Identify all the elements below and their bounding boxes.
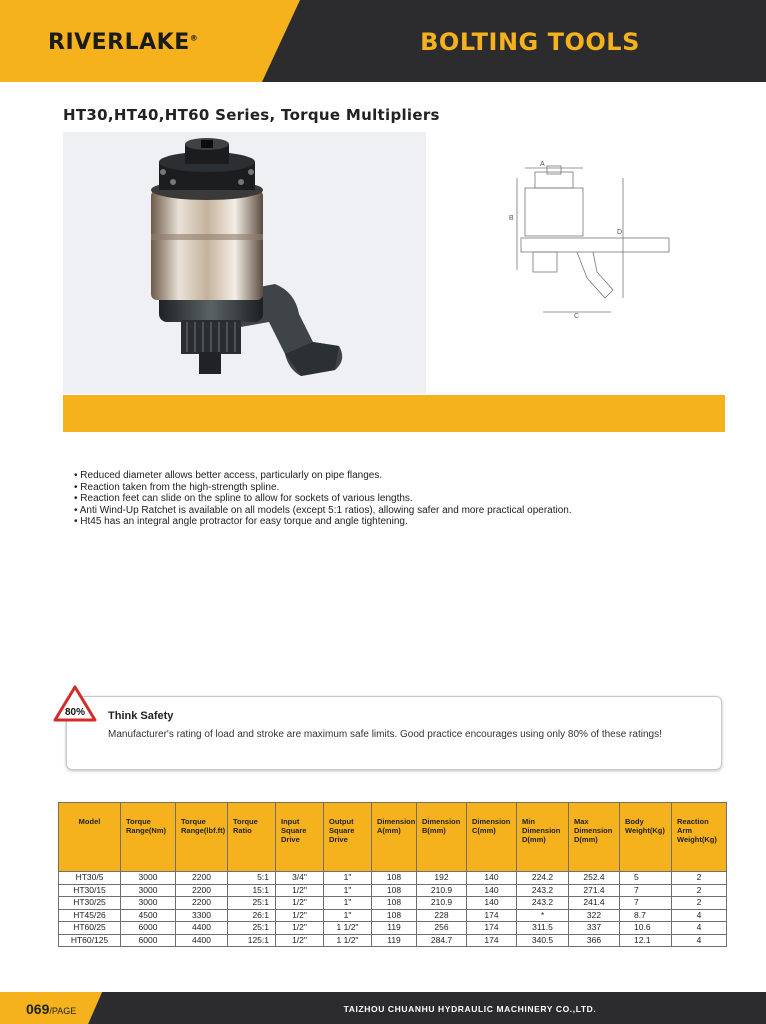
table-cell: 271.4 [569, 884, 620, 897]
torque-multiplier-image [63, 132, 426, 394]
table-row [59, 922, 727, 935]
table-cell: 108 [372, 909, 417, 922]
table-cell: 1" [324, 884, 372, 897]
company-name: TAIZHOU CHUANHU HYDRAULIC MACHINERY CO.,LTD. [343, 1004, 597, 1014]
table-cell: 2 [672, 884, 727, 897]
table-row [59, 897, 727, 910]
table-cell: 4 [672, 922, 727, 935]
dim-label-b: B [509, 215, 514, 222]
table-cell: 25:1 [228, 897, 276, 910]
table-cell: HT30/5 [59, 872, 121, 885]
table-cell: 2 [672, 872, 727, 885]
table-cell: 26:1 [228, 909, 276, 922]
column-header: Dimension A(mm) [372, 803, 417, 872]
table-cell: 241.4 [569, 897, 620, 910]
table-cell: 228 [417, 909, 467, 922]
table-cell: 174 [467, 922, 517, 935]
table-cell: 210.9 [417, 884, 467, 897]
table-cell: 322 [569, 909, 620, 922]
table-cell: 174 [467, 934, 517, 947]
column-header: Torque Range(lbf.ft) [176, 803, 228, 872]
table-cell: 174 [467, 909, 517, 922]
table-cell: * [517, 909, 569, 922]
table-cell: 252.4 [569, 872, 620, 885]
table-cell: 2200 [176, 872, 228, 885]
table-cell: 108 [372, 872, 417, 885]
table-cell: 5:1 [228, 872, 276, 885]
table-cell: 1/2" [276, 922, 324, 935]
column-header: Body Weight(Kg) [620, 803, 672, 872]
safety-badge-text: 80% [64, 707, 86, 718]
feature-item: • Reduced diameter allows better access, particularly on pipe flanges. [74, 470, 572, 482]
table-cell: 1" [324, 872, 372, 885]
table-cell: 192 [417, 872, 467, 885]
table-cell: 3000 [121, 884, 176, 897]
column-header: Max Dimension D(mm) [569, 803, 620, 872]
table-cell: 2200 [176, 897, 228, 910]
table-cell: 6000 [121, 922, 176, 935]
table-cell: 243.2 [517, 884, 569, 897]
table-cell: 25:1 [228, 922, 276, 935]
dimension-diagram [503, 158, 673, 320]
brand-logo [48, 30, 198, 55]
table-cell: 12.1 [620, 934, 672, 947]
table-cell: 1/2" [276, 897, 324, 910]
table-cell: 119 [372, 922, 417, 935]
table-cell: 8.7 [620, 909, 672, 922]
table-cell: 7 [620, 897, 672, 910]
table-cell: 1 1/2" [324, 922, 372, 935]
table-cell: 256 [417, 922, 467, 935]
safety-title: Think Safety [108, 710, 174, 722]
table-cell: 1" [324, 897, 372, 910]
table-cell: 210.9 [417, 897, 467, 910]
column-header: Dimension C(mm) [467, 803, 517, 872]
column-header: Min Dimension D(mm) [517, 803, 569, 872]
column-header: Reaction Arm Weight(Kg) [672, 803, 727, 872]
table-row [59, 884, 727, 897]
table-cell: 3300 [176, 909, 228, 922]
column-header: Output Square Drive [324, 803, 372, 872]
feature-list [74, 470, 572, 528]
table-cell: 311.5 [517, 922, 569, 935]
column-header: Input Square Drive [276, 803, 324, 872]
product-photo [63, 132, 426, 394]
section-title: BOLTING TOOLS [420, 28, 640, 56]
brand-name: RIVERLAKE [48, 30, 190, 55]
table-cell: 1/2" [276, 909, 324, 922]
dimension-drawing [503, 158, 673, 320]
table-cell: 108 [372, 897, 417, 910]
table-cell: 2 [672, 897, 727, 910]
table-cell: 1/2" [276, 884, 324, 897]
table-cell: 5 [620, 872, 672, 885]
page-label: /PAGE [49, 1006, 77, 1016]
table-cell: 10.6 [620, 922, 672, 935]
table-cell: 4 [672, 934, 727, 947]
feature-item: • Anti Wind-Up Ratchet is available on all models (except 5:1 ratios), allowing safer and more practical operation. [74, 505, 572, 517]
table-cell: 3000 [121, 872, 176, 885]
table-cell: 1/2" [276, 934, 324, 947]
table-cell: HT45/26 [59, 909, 121, 922]
page-title: HT30,HT40,HT60 Series, Torque Multipliers [63, 106, 440, 124]
table-cell: 366 [569, 934, 620, 947]
table-cell: HT60/25 [59, 922, 121, 935]
table-cell: 1 1/2" [324, 934, 372, 947]
table-cell: HT30/25 [59, 897, 121, 910]
table-cell: 4400 [176, 934, 228, 947]
table-cell: 7 [620, 884, 672, 897]
table-cell: 15:1 [228, 884, 276, 897]
feature-item: • Reaction taken from the high-strength spline. [74, 482, 572, 494]
table-cell: 4 [672, 909, 727, 922]
dim-label-a: A [540, 161, 545, 168]
table-cell: 3/4" [276, 872, 324, 885]
feature-item: • Reaction feet can slide on the spline to allow for sockets of various lengths. [74, 493, 572, 505]
table-cell: 337 [569, 922, 620, 935]
table-cell: 140 [467, 872, 517, 885]
table-cell: 340.5 [517, 934, 569, 947]
table-cell: HT60/125 [59, 934, 121, 947]
table-cell: 108 [372, 884, 417, 897]
column-header: Torque Range(Nm) [121, 803, 176, 872]
table-cell: 243.2 [517, 897, 569, 910]
column-header: Dimension B(mm) [417, 803, 467, 872]
table-cell: 6000 [121, 934, 176, 947]
table-header-row [59, 803, 727, 872]
table-row [59, 934, 727, 947]
registered-mark: ® [189, 33, 199, 43]
warning-triangle-icon [52, 684, 98, 724]
table-row [59, 872, 727, 885]
spec-table [58, 802, 727, 947]
column-header: Torque Ratio [228, 803, 276, 872]
safety-text: Manufacturer's rating of load and stroke are maximum safe limits. Good practice encourages using only 80% of these ratings! [108, 729, 662, 740]
table-cell: 284.7 [417, 934, 467, 947]
table-cell: 4500 [121, 909, 176, 922]
dim-label-d: D [617, 229, 623, 236]
table-cell: 3000 [121, 897, 176, 910]
table-cell: 2200 [176, 884, 228, 897]
column-header: Model [59, 803, 121, 872]
table-cell: HT30/15 [59, 884, 121, 897]
table-cell: 140 [467, 897, 517, 910]
table-cell: 4400 [176, 922, 228, 935]
dim-label-c: C [574, 313, 580, 320]
table-cell: 125:1 [228, 934, 276, 947]
page-number [26, 1001, 76, 1017]
table-cell: 119 [372, 934, 417, 947]
page-number-value: 069 [26, 1001, 50, 1017]
table-row [59, 909, 727, 922]
table-cell: 140 [467, 884, 517, 897]
table-cell: 224.2 [517, 872, 569, 885]
table-cell: 1" [324, 909, 372, 922]
feature-item: • Ht45 has an integral angle protractor for easy torque and angle tightening. [74, 516, 572, 528]
accent-band [63, 395, 725, 432]
